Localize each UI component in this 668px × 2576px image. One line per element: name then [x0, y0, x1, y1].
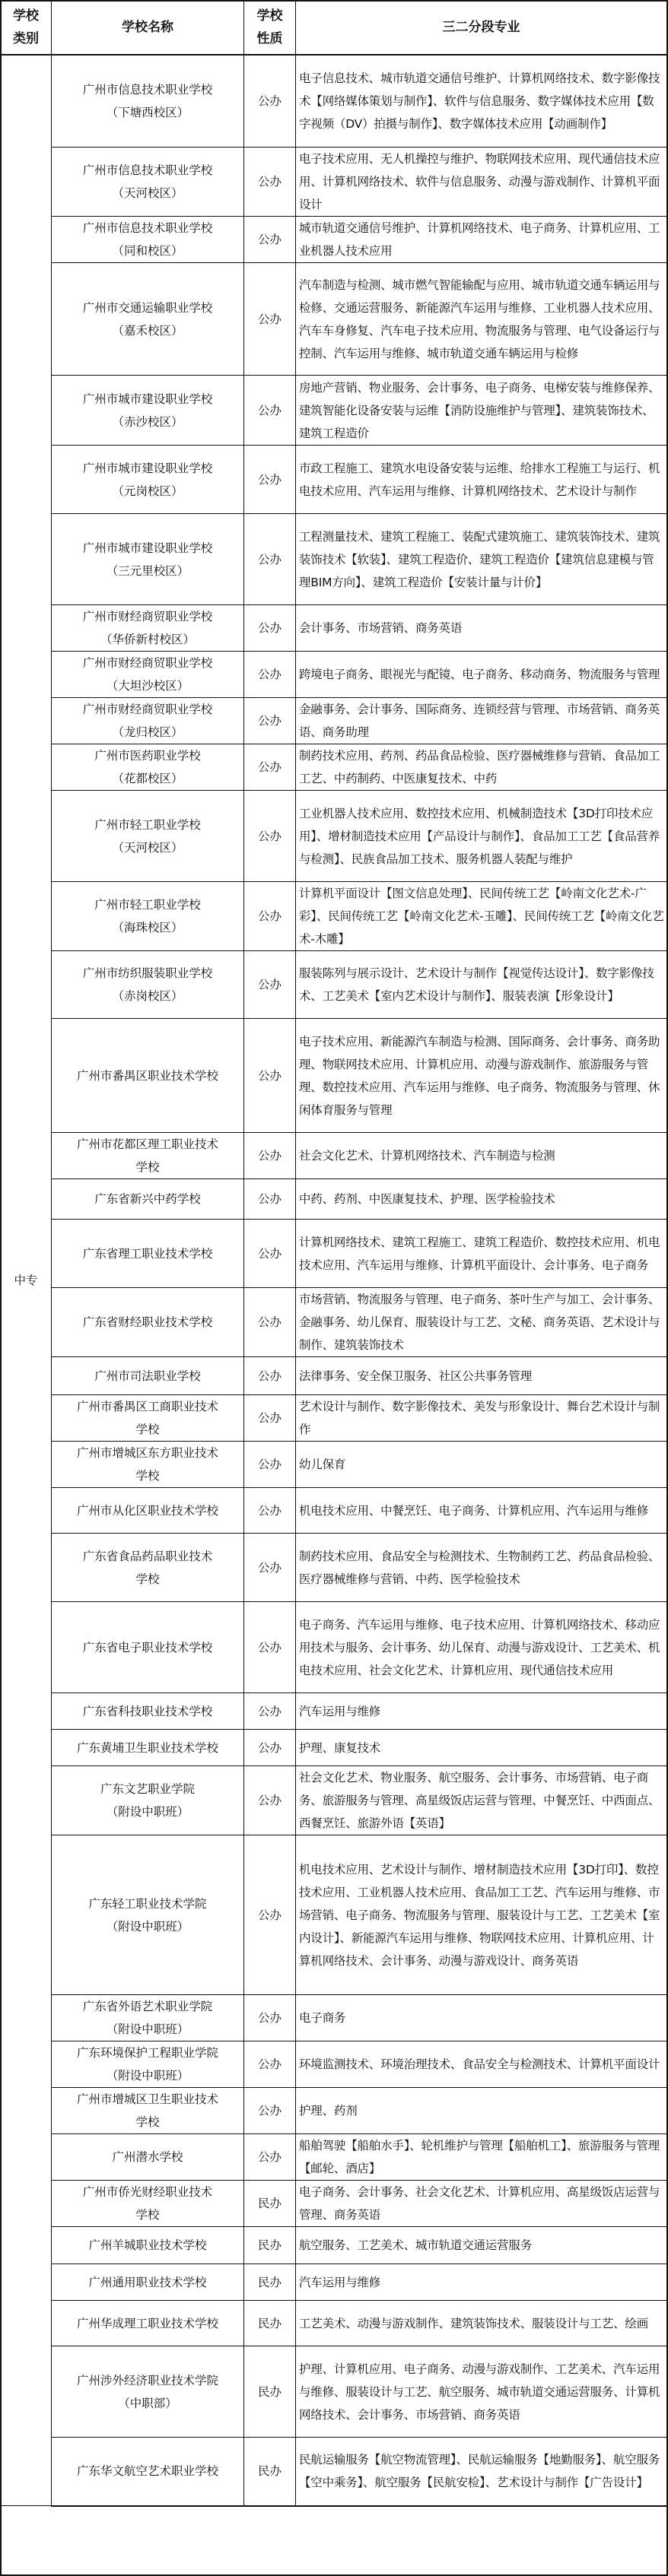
table-row: [1, 1693, 667, 1730]
school-name: 广州市增城区东方职业技术: [76, 1446, 218, 1460]
school-name: 广州市信息技术职业学校: [82, 221, 213, 235]
school-name-cell: [52, 1488, 244, 1534]
school-name-cell: [52, 1442, 244, 1488]
school-nature-cell: 公办: [244, 1835, 296, 1995]
majors-cell: 工艺美术、动漫与游戏制作、建筑装饰技术、服装设计与工艺、绘画: [296, 2301, 667, 2346]
school-campus: （附设中职班）: [106, 2022, 189, 2036]
majors-cell: 法律事务、安全保卫服务、社区公共事务管理: [296, 1357, 667, 1395]
table-row: [1, 1730, 667, 1766]
majors-cell: 电子商务、会计事务、社会文化艺术、计算机应用、高星级饭店运营与管理、商务英语: [296, 2181, 667, 2227]
table-row: [1, 2181, 667, 2227]
school-name-cell: [52, 1179, 244, 1220]
table-row: [1, 652, 667, 698]
school-campus: （天河校区）: [112, 186, 183, 200]
school-name: 广州市城市建设职业学校: [82, 541, 213, 555]
school-nature-cell: 公办: [244, 605, 296, 652]
school-name: 广东黄埔卫生职业技术学校: [76, 1740, 218, 1755]
school-name-cell: [52, 1019, 244, 1133]
school-nature-cell: 公办: [244, 698, 296, 744]
school-name: 广州市轻工职业学校: [94, 898, 201, 912]
majors-cell: 环境监测技术、环境治理技术、食品安全与检测技术、计算机平面设计: [296, 2041, 667, 2088]
school-campus: （附设中职班）: [106, 1805, 189, 1819]
majors-cell: 护理、药剂: [296, 2088, 667, 2134]
table-row: [1, 2041, 667, 2088]
table-row: [1, 263, 667, 376]
school-nature-cell: 公办: [244, 514, 296, 605]
majors-cell: 金融事务、会计事务、国际商务、连锁经营与管理、市场营销、商务英语、商务助理: [296, 698, 667, 744]
majors-cell: 机电技术应用、中餐烹饪、电子商务、计算机应用、汽车运用与维修: [296, 1488, 667, 1534]
majors-cell: 市场营销、物流服务与管理、电子商务、茶叶生产与加工、会计事务、金融事务、幼儿保育、服装设计与工艺、文秘、商务英语、艺术设计与制作、建筑装饰技术: [296, 1288, 667, 1357]
school-nature-cell: 民办: [244, 2346, 296, 2438]
header-row: [1, 1, 667, 55]
school-name: 广州市城市建设职业学校: [82, 461, 213, 475]
header-category-line1: 学校: [13, 8, 39, 24]
school-nature-cell: 公办: [244, 1133, 296, 1179]
school-name: 广州市番禺区职业技术学校: [76, 1068, 218, 1083]
school-name: 广东省新兴中药学校: [94, 1192, 201, 1206]
school-name-cell: [52, 1395, 244, 1442]
majors-cell: 中药、药剂、中医康复技术、护理、医学检验技术: [296, 1179, 667, 1220]
majors-cell: 汽车制造与检测、城市燃气智能输配与应用、城市轨道交通车辆运用与检修、交通运营服务、新能源汽车运用与维修、工业机器人技术应用、汽车车身修复、汽车电子技术应用、物流服务与管理、电气设备运行与控制、汽车运用与维修、城市轨道交通车辆运用与检修: [296, 263, 667, 376]
school-name: 广东文艺职业学院: [100, 1782, 195, 1796]
table-row: [1, 791, 667, 882]
school-nature-cell: 公办: [244, 1179, 296, 1220]
school-name-cell: [52, 698, 244, 744]
school-name-cell: [52, 2227, 244, 2264]
table-row: [1, 148, 667, 217]
majors-cell: 船舶驾驶【船舶水手】、轮机维护与管理【船舶机工】、旅游服务与管理【邮轮、酒店】: [296, 2134, 667, 2181]
school-campus: 学校: [135, 1160, 160, 1174]
school-name-cell: [52, 2346, 244, 2438]
school-name-cell: [52, 2041, 244, 2088]
school-nature-cell: 公办: [244, 1488, 296, 1534]
school-name-cell: [52, 2134, 244, 2181]
table-row: [1, 1995, 667, 2041]
school-nature-cell: 公办: [244, 652, 296, 698]
school-name-cell: [52, 605, 244, 652]
school-campus: 学校: [135, 1469, 160, 1483]
table-row: [1, 698, 667, 744]
header-majors: 三二分段专业: [296, 1, 667, 55]
majors-cell: 汽车运用与维修: [296, 1693, 667, 1730]
school-name-cell: [52, 148, 244, 217]
school-campus: 学校: [135, 2208, 160, 2222]
school-name: 广州通用职业技术学校: [88, 2275, 207, 2289]
school-campus: （海珠校区）: [112, 921, 183, 934]
school-name: 广州市信息技术职业学校: [82, 163, 213, 177]
school-name-cell: [52, 2088, 244, 2134]
school-nature-cell: 公办: [244, 1442, 296, 1488]
majors-cell: 电子商务: [296, 1995, 667, 2041]
school-name: 广州市财经商贸职业学校: [82, 656, 213, 670]
school-name: 广州市财经商贸职业学校: [82, 610, 213, 623]
school-name-cell: [52, 1220, 244, 1288]
majors-cell: 护理、计算机应用、电子商务、动漫与游戏制作、工艺美术、汽车运用与维修、服装设计与工艺、航空服务、城市轨道交通运营服务、计算机网络技术、会计事务、市场营销、商务英语: [296, 2346, 667, 2438]
school-name: 广州潜水学校: [112, 2150, 183, 2164]
school-name-cell: [52, 217, 244, 263]
school-name: 广东华文航空艺术职业学校: [76, 2464, 218, 2479]
school-name: 广州羊城职业技术学校: [88, 2238, 207, 2252]
header-nature-line1: 学校: [256, 8, 283, 24]
school-nature-cell: 公办: [244, 1995, 296, 2041]
school-name-cell: [52, 1602, 244, 1693]
majors-cell: 服装陈列与展示设计、艺术设计与制作【视觉传达设计】、数字影像技术、工艺美术【室内艺术设计与制作】、服装表演【形象设计】: [296, 951, 667, 1019]
school-nature-cell: 公办: [244, 1730, 296, 1766]
table-row: [1, 1133, 667, 1179]
table-row: [1, 1766, 667, 1835]
majors-cell: 航空服务、工艺美术、城市轨道交通运营服务: [296, 2227, 667, 2264]
table-row: [1, 1488, 667, 1534]
majors-cell: 工业机器人技术应用、数控技术应用、机械制造技术【3D打印技术应用】、增材制造技术应用【产品设计与制作】、食品加工工艺【食品营养与检测】、民族食品加工技术、服务机器人装配与维护: [296, 791, 667, 882]
school-category-cell: 中专: [1, 55, 52, 2506]
school-nature-cell: 公办: [244, 951, 296, 1019]
school-nature-cell: 公办: [244, 263, 296, 376]
school-name-cell: [52, 1534, 244, 1602]
table-row: [1, 1179, 667, 1220]
majors-cell: 艺术设计与制作、数字影像技术、美发与形象设计、舞台艺术设计与制作: [296, 1395, 667, 1442]
school-name: 广东省食品药品职业技术: [82, 1549, 213, 1563]
school-nature-cell: 公办: [244, 446, 296, 514]
school-name: 广州涉外经济职业技术学院: [76, 2373, 218, 2387]
table-row: [1, 2264, 667, 2301]
school-campus: （赤岗校区）: [112, 989, 183, 1003]
school-nature-cell: 公办: [244, 1395, 296, 1442]
majors-cell: 房地产营销、物业服务、会计事务、电子商务、电梯安装与维修保养、建筑智能化设备安装与运维【消防设施维护与管理】、建筑装饰技术、建筑工程造价: [296, 376, 667, 446]
school-name-cell: [52, 55, 244, 148]
school-nature-cell: 公办: [244, 882, 296, 951]
school-nature-cell: 公办: [244, 1288, 296, 1357]
school-name-cell: [52, 1730, 244, 1766]
school-name-cell: [52, 1995, 244, 2041]
majors-cell: 社会文化艺术、计算机网络技术、汽车制造与检测: [296, 1133, 667, 1179]
school-nature-cell: 公办: [244, 376, 296, 446]
school-name-cell: [52, 1133, 244, 1179]
school-nature-cell: 公办: [244, 1602, 296, 1693]
school-nature-cell: 公办: [244, 55, 296, 148]
school-name: 广州市纺织服装职业学校: [82, 966, 213, 980]
school-nature-cell: 公办: [244, 1019, 296, 1133]
school-campus: （中职部）: [118, 2396, 177, 2410]
table-row: [1, 446, 667, 514]
table-row: [1, 1019, 667, 1133]
table-row: [1, 1835, 667, 1995]
school-name-cell: [52, 1288, 244, 1357]
school-nature-cell: 民办: [244, 2438, 296, 2506]
table-row: [1, 2301, 667, 2346]
header-nature-line2: 性质: [256, 30, 283, 46]
school-name: 广东省科技职业技术学校: [82, 1704, 213, 1718]
school-campus: （大坦沙校区）: [106, 679, 189, 693]
majors-cell: 市政工程施工、建筑水电设备安装与运维、给排水工程施工与运行、机电技术应用、汽车运用与维修、计算机网络技术、艺术设计与制作: [296, 446, 667, 514]
school-name: 广东环境保护工程职业学院: [76, 2046, 218, 2060]
school-campus: （附设中职班）: [106, 1919, 189, 1934]
table-row: [1, 514, 667, 605]
school-name-cell: [52, 2181, 244, 2227]
table-row: [1, 2227, 667, 2264]
school-name: 广州市花都区理工职业技术: [76, 1137, 218, 1151]
school-nature-cell: 公办: [244, 2088, 296, 2134]
school-nature-cell: 公办: [244, 1357, 296, 1395]
majors-cell: 电子技术应用、新能源汽车制造与检测、国际商务、会计事务、商务助理、物联网技术应用、计算机应用、动漫与游戏制作、旅游服务与管理、数控技术应用、汽车运用与维修、电子商务、物流服务与管理、休闲体育服务与管理: [296, 1019, 667, 1133]
school-name-cell: [52, 2301, 244, 2346]
header-category-line2: 类别: [13, 30, 39, 46]
school-name: 广州市增城区卫生职业技术: [76, 2092, 218, 2106]
school-name-cell: [52, 744, 244, 791]
school-name: 广州市番禺区工商职业技术: [76, 1400, 218, 1413]
table-row: [1, 1395, 667, 1442]
school-name: 广州华成理工职业技术学校: [76, 2316, 218, 2330]
majors-cell: 民航运输服务【航空物流管理】、民航运输服务【地勤服务】、航空服务【空中乘务】、航空服务【民航安检】、艺术设计与制作【广告设计】: [296, 2438, 667, 2506]
school-name-cell: [52, 376, 244, 446]
header-school-nature: [244, 1, 296, 55]
majors-cell: 跨境电子商务、眼视光与配镜、电子商务、移动商务、物流服务与管理: [296, 652, 667, 698]
school-name-cell: [52, 1357, 244, 1395]
majors-cell: 制药技术应用、药剂、药品食品检验、医疗器械维修与营销、食品加工工艺、中药制药、中医康复技术、中药: [296, 744, 667, 791]
school-nature-cell: 公办: [244, 2134, 296, 2181]
school-campus: （龙归校区）: [112, 725, 183, 739]
school-name-cell: [52, 652, 244, 698]
majors-cell: 工程测量技术、建筑工程施工、装配式建筑施工、建筑装饰技术、建筑装饰技术【软装】、建筑工程造价、建筑工程造价【建筑信息建模与管理BIM方向】、建筑工程造价【安装计量与计价】: [296, 514, 667, 605]
school-name: 广州市交通运输职业学校: [82, 300, 213, 315]
school-campus: 学校: [135, 1423, 160, 1436]
school-name-cell: [52, 951, 244, 1019]
school-name: 广东省理工职业技术学校: [82, 1246, 213, 1261]
school-nature-cell: 公办: [244, 1766, 296, 1835]
table-row: [1, 376, 667, 446]
table-row: [1, 2346, 667, 2438]
school-campus: 学校: [135, 2115, 160, 2129]
table-row: [1, 882, 667, 951]
school-name-cell: [52, 1766, 244, 1835]
school-nature-cell: 公办: [244, 2041, 296, 2088]
school-name: 广州市从化区职业技术学校: [76, 1503, 218, 1518]
table-body: [1, 55, 667, 2506]
table-row: [1, 1534, 667, 1602]
majors-cell: 幼儿保育: [296, 1442, 667, 1488]
majors-cell: 电子技术应用、无人机操控与维护、物联网技术应用、现代通信技术应用、计算机网络技术、软件与信息服务、动漫与游戏制作、计算机平面设计: [296, 148, 667, 217]
school-name-cell: [52, 791, 244, 882]
table-row: [1, 1357, 667, 1395]
school-name: 广州市轻工职业学校: [94, 817, 201, 832]
table-row: [1, 217, 667, 263]
majors-cell: 电子信息技术、城市轨道交通信号维护、计算机网络技术、数字影像技术【网络媒体策划与制作】、软件与信息服务、数字媒体技术应用【数字视频（DV）拍摄与制作】、数字媒体技术应用【动画制作】: [296, 55, 667, 148]
majors-cell: 计算机网络技术、建筑工程施工、建筑工程造价、数控技术应用、机电技术应用、汽车运用与维修、计算机平面设计、会计事务、电子商务: [296, 1220, 667, 1288]
school-name: 广东省外语艺术职业学院: [82, 2000, 213, 2013]
school-name-cell: [52, 882, 244, 951]
school-name: 广州市城市建设职业学校: [82, 392, 213, 406]
majors-cell: 汽车运用与维修: [296, 2264, 667, 2301]
table-row: [1, 1220, 667, 1288]
school-campus: （天河校区）: [112, 840, 183, 855]
school-nature-cell: 公办: [244, 148, 296, 217]
school-campus: （附设中职班）: [106, 2069, 189, 2083]
school-nature-cell: 公办: [244, 791, 296, 882]
school-campus: （同和校区）: [112, 244, 183, 258]
header-school-category: [1, 1, 52, 55]
school-name-cell: [52, 514, 244, 605]
school-name: 广州市司法职业学校: [94, 1369, 201, 1383]
majors-cell: 机电技术应用、艺术设计与制作、增材制造技术应用【3D打印】、数控技术应用、工业机器人技术应用、食品加工工艺、汽车运用与维修、市场营销、电子商务、物流服务与管理、服装设计与工艺、工艺美术【室内设计】、新能源汽车运用与维修、物联网技术应用、计算机应用、计算机网络技术、会计事务、动漫与游戏设计、商务英语: [296, 1835, 667, 1995]
header-school-name: 学校名称: [52, 1, 244, 55]
school-name-cell: [52, 1693, 244, 1730]
table-row: [1, 951, 667, 1019]
school-campus: （赤沙校区）: [112, 414, 183, 429]
table-row: [1, 2438, 667, 2506]
school-campus: （嘉禾校区）: [112, 323, 183, 338]
school-nature-cell: 公办: [244, 1534, 296, 1602]
table-row: [1, 55, 667, 148]
majors-cell: 城市轨道交通信号维护、计算机网络技术、电子商务、计算机应用、工业机器人技术应用: [296, 217, 667, 263]
majors-cell: 社会文化艺术、物业服务、航空服务、会计事务、市场营销、电子商务、旅游服务与管理、高星级饭店运营与管理、中餐烹饪、中西面点、西餐烹饪、旅游外语【英语】: [296, 1766, 667, 1835]
table-row: [1, 2088, 667, 2134]
school-nature-cell: 民办: [244, 2264, 296, 2301]
table-row: [1, 1288, 667, 1357]
school-campus: （下塘西校区）: [106, 105, 189, 119]
majors-cell: 电子商务、汽车运用与维修、电子技术应用、计算机网络技术、移动应用技术与服务、会计事务、幼儿保育、动漫与游戏设计、工艺美术、机电技术应用、社会文化艺术、计算机应用、现代通信技术应用: [296, 1602, 667, 1693]
school-nature-cell: 民办: [244, 2227, 296, 2264]
school-nature-cell: 公办: [244, 744, 296, 791]
school-nature-cell: 民办: [244, 2181, 296, 2227]
school-campus: 学校: [135, 1572, 160, 1586]
table-row: [1, 2134, 667, 2181]
majors-cell: 护理、康复技术: [296, 1730, 667, 1766]
school-campus: （元岗校区）: [112, 484, 183, 498]
majors-cell: 会计事务、市场营销、商务英语: [296, 605, 667, 652]
school-name: 广州市侨光财经职业技术: [82, 2185, 213, 2199]
school-campus: （华侨新村校区）: [100, 633, 195, 646]
table-row: [1, 1442, 667, 1488]
school-nature-cell: 民办: [244, 2301, 296, 2346]
school-name-cell: [52, 1835, 244, 1995]
table-row: [1, 1602, 667, 1693]
school-nature-cell: 公办: [244, 1693, 296, 1730]
table-row: [1, 605, 667, 652]
school-name-cell: [52, 263, 244, 376]
school-campus: （花都校区）: [112, 772, 183, 785]
table-row: [1, 744, 667, 791]
school-name: 广东省财经职业技术学校: [82, 1315, 213, 1329]
majors-cell: 制药技术应用、食品安全与检测技术、生物制药工艺、药品食品检验、医疗器械维修与营销、中药、医学检验技术: [296, 1534, 667, 1602]
school-name: 广东省电子职业技术学校: [82, 1640, 213, 1654]
school-name: 广州市财经商贸职业学校: [82, 703, 213, 716]
majors-cell: 计算机平面设计【图文信息处理】、民间传统工艺【岭南文化艺术-广彩】、民间传统工艺【岭南文化艺术-玉雕】、民间传统工艺【岭南文化艺术-木雕】: [296, 882, 667, 951]
school-name-cell: [52, 446, 244, 514]
school-campus: （三元里校区）: [106, 563, 189, 578]
school-nature-cell: 公办: [244, 217, 296, 263]
school-name-cell: [52, 2264, 244, 2301]
school-name-cell: [52, 2438, 244, 2506]
school-nature-cell: 公办: [244, 1220, 296, 1288]
school-name: 广州市信息技术职业学校: [82, 82, 213, 97]
school-name: 广州市医药职业学校: [94, 749, 201, 763]
school-name: 广东轻工职业技术学院: [88, 1896, 207, 1911]
